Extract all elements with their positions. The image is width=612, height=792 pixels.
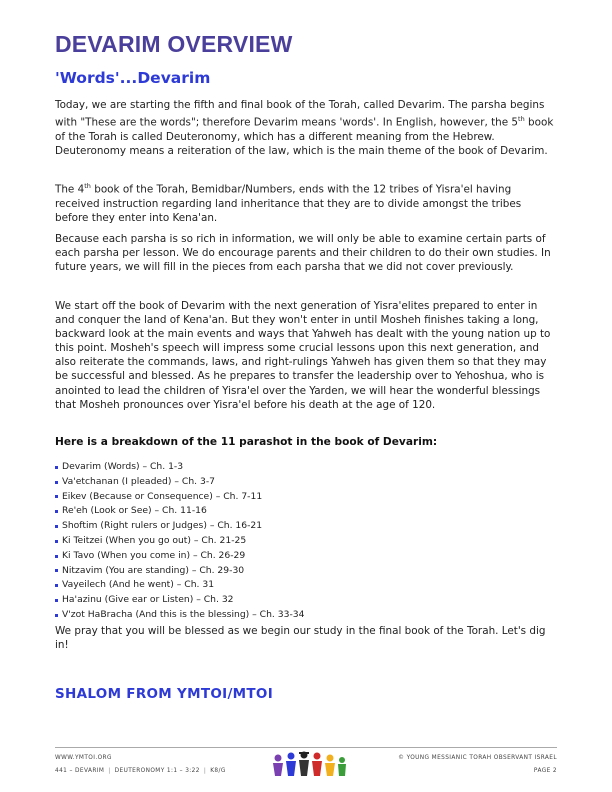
overview-paragraph: We start off the book of Devarim with the next generation of Yisra'elites prepared to enter in and conquer the land of Kena'an. But they won't enter in until Mosheh finishes taking a long, backward look at the main events and ways that Yahweh has dealt with the young nation up to this point. Mosheh's speech will impress some crucial lessons upon this next generation, and also reiterate the commands, laws, and right-rulings Yahweh has given them so that they may be successful and blessed. As he prepares to transfer the leadership over to Yehoshua, who is anointed to lead the children of Yisra'el over the Yarden, we will hear the wonderful blessings that Mosheh pronounces over Yisra'el before his death at the age of 120.: [55, 300, 551, 411]
ymtoi-logo: [269, 750, 349, 780]
list-item: Shoftim (Right rulers or Judges) – Ch. 16-21: [55, 519, 304, 534]
list-item: Eikev (Because or Consequence) – Ch. 7-11: [55, 490, 304, 505]
bullet-icon: [55, 495, 58, 498]
footer-grade: K8/G: [210, 768, 226, 774]
section-subtitle: 'Words'...Devarim: [55, 69, 211, 87]
list-item: V'zot HaBracha (And this is the blessing) – Ch. 33-34: [55, 608, 304, 623]
list-item: Va'etchanan (I pleaded) – Ch. 3-7: [55, 475, 304, 490]
list-item: Nitzavim (You are standing) – Ch. 29-30: [55, 564, 304, 579]
footer-url[interactable]: WWW.YMTOI.ORG: [55, 755, 112, 761]
intro-paragraph: Today, we are starting the fifth and final book of the Torah, called Devarim. The parsha begins with "These are the words"; therefore Devarim means 'words'. In English, however, the 5th book of the Torah is called Deuteronomy, which has a different meaning from the Hebrew. Deuteronomy means a reiteration of the law, which is the main theme of the book of Devarim.: [55, 99, 554, 157]
parashot-list: [55, 460, 304, 623]
bullet-icon: [55, 525, 58, 528]
bullet-icon: [55, 555, 58, 558]
bullet-icon: [55, 466, 58, 469]
footer-lesson-info: 441 – DEVARIM | DEUTERONOMY 1:1 – 3:22 | K8/G: [55, 768, 226, 774]
bemidbar-paragraph: The 4th book of the Torah, Bemidbar/Numbers, ends with the 12 tribes of Yisra'el having received instruction regarding land inheritance that they are to divide amongst the tribes before they enter into Kena'an.: [55, 182, 522, 224]
breakdown-heading: Here is a breakdown of the 11 parashot in the book of Devarim:: [55, 436, 438, 448]
bullet-icon: [55, 599, 58, 602]
bullet-icon: [55, 510, 58, 513]
children-figures-icon: [273, 752, 346, 777]
list-item: Ha'azinu (Give ear or Listen) – Ch. 32: [55, 593, 304, 608]
closing-paragraph: We pray that you will be blessed as we begin our study in the final book of the Torah. Let's dig in!: [55, 625, 546, 652]
bullet-icon: [55, 614, 58, 617]
signoff: SHALOM FROM YMTOI/MTOI: [55, 686, 274, 702]
list-item: Ki Tavo (When you come in) – Ch. 26-29: [55, 549, 304, 564]
list-item: Ki Teitzei (When you go out) – Ch. 21-25: [55, 534, 304, 549]
footer-lesson: 441 – DEVARIM: [55, 768, 105, 774]
footer-scripture: DEUTERONOMY 1:1 – 3:22: [114, 768, 200, 774]
bullet-icon: [55, 584, 58, 587]
footer-copyright: © YOUNG MESSIANIC TORAH OBSERVANT ISRAEL: [398, 755, 557, 761]
bullet-icon: [55, 540, 58, 543]
list-item: Vayeilech (And he went) – Ch. 31: [55, 578, 304, 593]
list-item: Devarim (Words) – Ch. 1-3: [55, 460, 304, 475]
list-item: Re'eh (Look or See) – Ch. 11-16: [55, 504, 304, 519]
footer-page-number: PAGE 2: [533, 768, 557, 774]
page-title: DEVARIM OVERVIEW: [55, 31, 293, 57]
bullet-icon: [55, 481, 58, 484]
study-paragraph: Because each parsha is so rich in information, we will only be able to examine certain parts of each parsha per lesson. We do encourage parents and their children to do their own studies. In future years, we will fill in the pieces from each parsha that we did not cover previously.: [55, 233, 551, 274]
footer-divider: [55, 747, 557, 748]
bullet-icon: [55, 569, 58, 572]
